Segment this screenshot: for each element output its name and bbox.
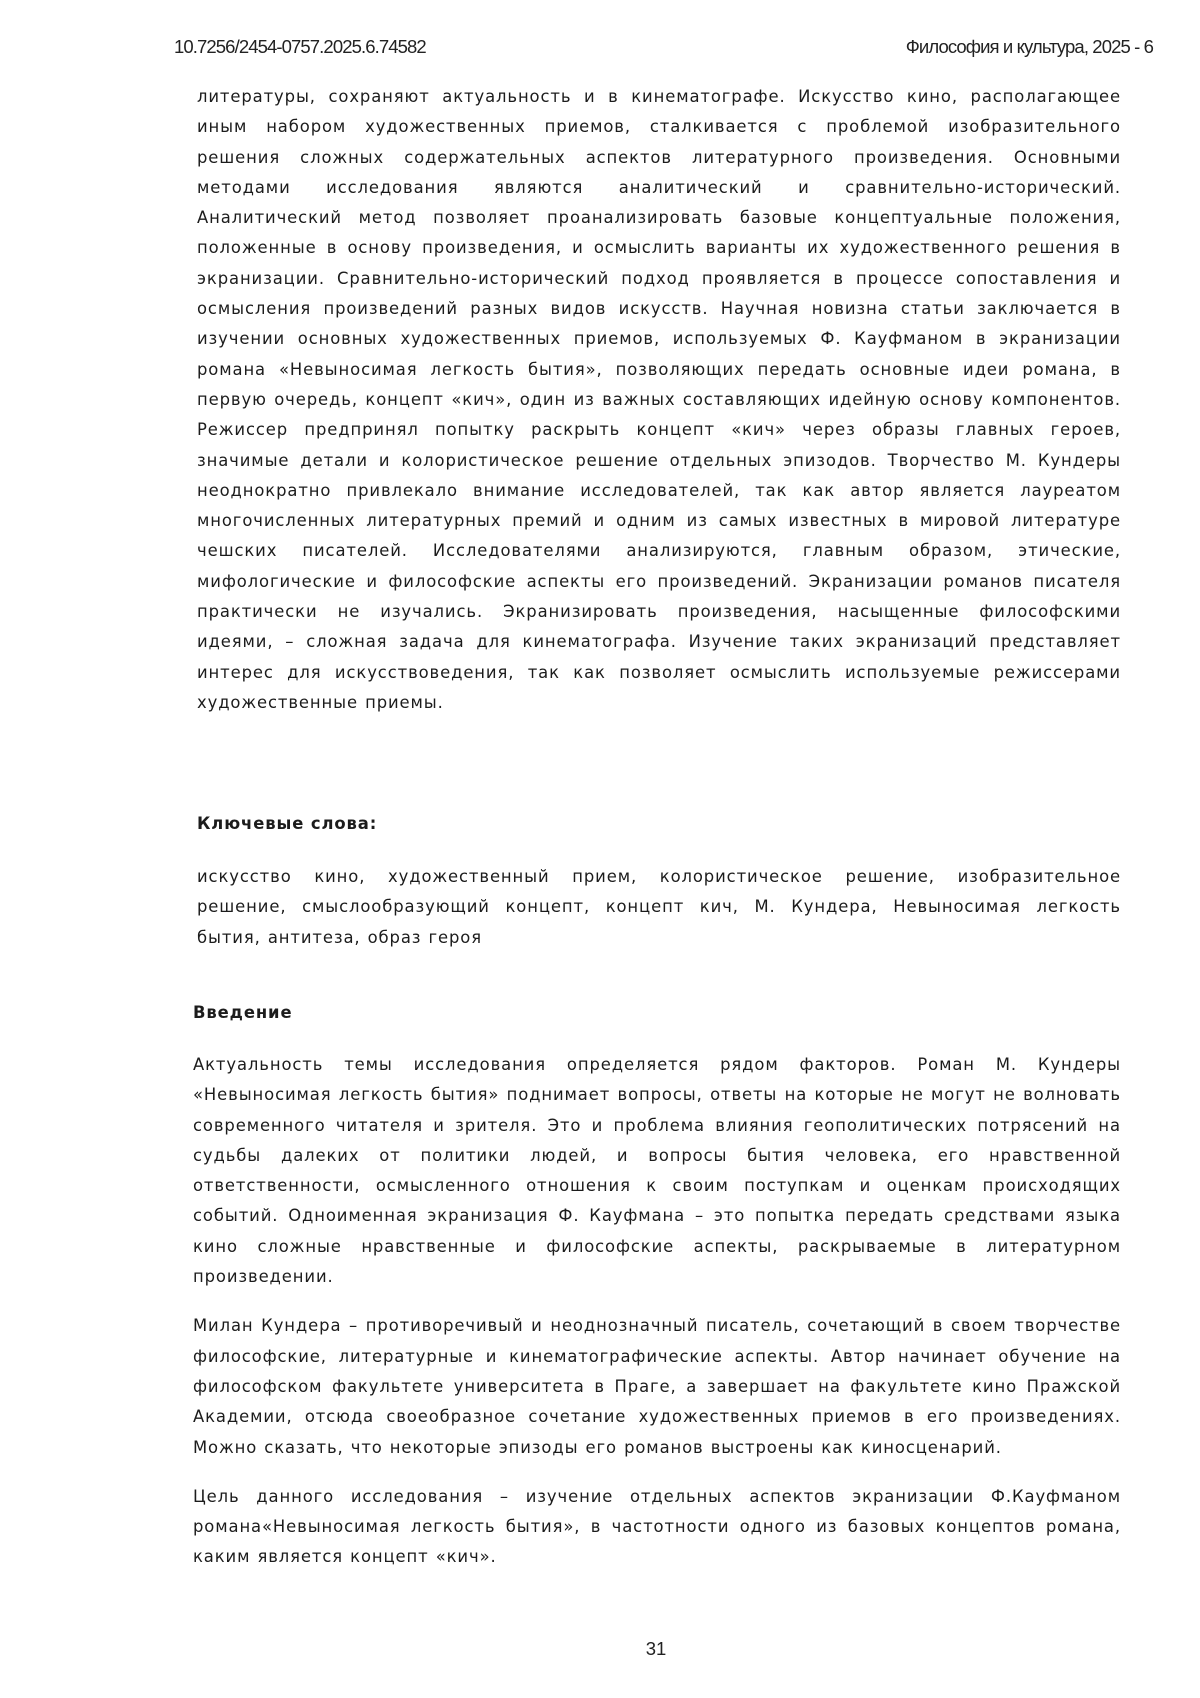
intro-paragraph-3: Цель данного исследования – изучение отдельных аспектов экранизации Ф.Кауфманом романа«Невыносимая легкость бытия», в частотности одного из базовых концептов романа, каким является концепт «кич». — [193, 1482, 1121, 1573]
abstract-text: литературы, сохраняют актуальность и в кинематографе. Искусство кино, располагающее иным набором художественных приемов, сталкивается с проблемой изобразительного решения сложных содержательных аспектов литературного произведения. Основными методами исследования являются аналитический и сравнительно-исторический. Аналитический метод позволяет проанализировать базовые концептуальные положения, положенные в основу произведения, и осмыслить варианты их художественного решения в экранизации. Сравнительно-исторический подход проявляется в процессе сопоставления и осмысления произведений разных видов искусств. Научная новизна статьи заключается в изучении основных художественных приемов, используемых Ф. Кауфманом в экранизации романа «Невыносимая легкость бытия», позволяющих передать основные идеи романа, в первую очередь, концепт «кич», один из важных составляющих идейную основу компонентов. Режиссер предпринял попытку раскрыть концепт «кич» через образы главных героев, значимые детали и колористическое решение отдельных эпизодов. Творчество М. Кундеры неоднократно привлекало внимание исследователей, так как автор является лауреатом многочисленных литературных премий и одним из самых известных в мировой литературе чешских писателей. Исследователями анализируются, главным образом, этические, мифологические и философские аспекты его произведений. Экранизации романов писателя практически не изучались. Экранизировать произведения, насыщенные философскими идеями, – сложная задача для кинематографа. Изучение таких экранизаций представляет интерес для искусствоведения, так как позволяет осмыслить используемые режиссерами художественные приемы. — [197, 82, 1121, 718]
doi-header: 10.7256/2454-0757.2025.6.74582 — [174, 36, 426, 58]
introduction-heading: Введение — [193, 1003, 292, 1022]
intro-paragraph-2: Милан Кундера – противоречивый и неоднозначный писатель, сочетающий в своем творчестве философские, литературные и кинематографические аспекты. Автор начинает обучение на философском факультете университета в Праге, а завершает на факультете кино Пражской Академии, отсюда своеобразное сочетание художественных приемов в его произведениях. Можно сказать, что некоторые эпизоды его романов выстроены как киносценарий. — [193, 1311, 1121, 1462]
keywords-heading: Ключевые слова: — [197, 814, 377, 833]
intro-paragraph-1: Актуальность темы исследования определяется рядом факторов. Роман М. Кундеры «Невыносимая легкость бытия» поднимает вопросы, ответы на которые не могут не волновать современного читателя и зрителя. Это и проблема влияния геополитических потрясений на судьбы далеких от политики людей, и вопросы бытия человека, его нравственной ответственности, осмысленного отношения к своим поступкам и оценкам происходящих событий. Одноименная экранизация Ф. Кауфмана – это попытка передать средствами языка кино сложные нравственные и философские аспекты, раскрываемые в литературном произведении. — [193, 1050, 1121, 1292]
keywords-text: искусство кино, художественный прием, колористическое решение, изобразительное решение, смыслообразующий концепт, концепт кич, М. Кундера, Невыносимая легкость бытия, антитеза, образ героя — [197, 862, 1121, 953]
introduction-section — [193, 1050, 1121, 1573]
abstract-section — [197, 82, 1121, 718]
journal-header: Философия и культура, 2025 - 6 — [906, 36, 1153, 58]
keywords-section — [197, 862, 1121, 953]
page-number: 31 — [0, 1638, 1200, 1660]
